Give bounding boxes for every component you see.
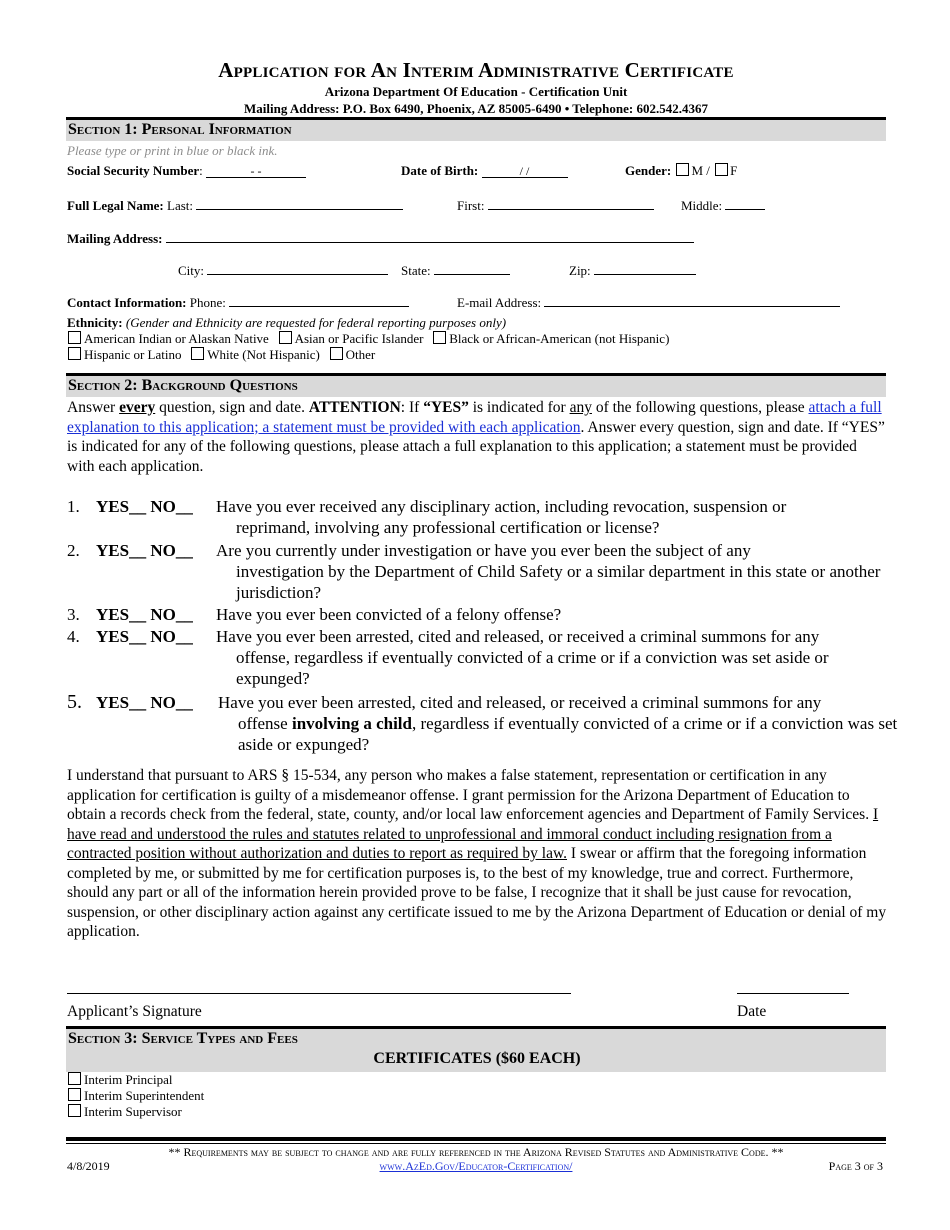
email-label: E-mail Address: <box>457 295 542 310</box>
ethnicity-label: Ethnicity: <box>67 315 123 330</box>
question-text <box>216 540 896 603</box>
state-row <box>401 261 510 279</box>
signature-label: Applicant’s Signature <box>67 1003 202 1020</box>
mailing-address-field[interactable] <box>166 229 694 243</box>
middle-name-row <box>681 196 765 214</box>
footer-date: 4/8/2019 <box>67 1159 110 1173</box>
ethnicity-checkbox-asian[interactable] <box>279 331 292 344</box>
ssn-row <box>67 163 306 179</box>
intro-attention: ATTENTION <box>308 399 401 416</box>
email-field[interactable] <box>544 293 840 307</box>
explanation-link[interactable]: attach a full explanation to this application; a statement must be provided with each application <box>67 399 882 436</box>
question-continuation: offense, regardless if eventually convicted of a crime or if a conviction was set aside or expunged? <box>236 648 829 688</box>
question-continuation <box>218 713 898 755</box>
question-number: 2. <box>67 541 80 560</box>
service-option-label: Interim Supervisor <box>84 1104 182 1119</box>
zip-field[interactable] <box>594 261 696 275</box>
ethnicity-checkbox-black[interactable] <box>433 331 446 344</box>
interim-supervisor-checkbox[interactable] <box>68 1104 81 1117</box>
department-name: Arizona Department Of Education - Certification Unit <box>324 84 628 99</box>
date-line[interactable] <box>737 993 849 994</box>
gender-f-checkbox[interactable] <box>715 163 728 176</box>
question-continuation-text: , regardless if eventually convicted of a crime or if a conviction was set aside or expunged? <box>238 714 898 754</box>
ethnicity-option-label: American Indian or Alaskan Native <box>84 331 269 346</box>
intro-text: question, sign and date. <box>155 399 309 416</box>
footer-rule-thick <box>66 1137 886 1141</box>
first-name-field[interactable] <box>488 196 654 210</box>
section3-title: Section 3: Service Types and Fees <box>68 1030 298 1047</box>
section1-header: Section 1: Personal Information <box>66 117 886 141</box>
service-option <box>68 1104 182 1120</box>
ssn-colon: : <box>199 163 203 178</box>
dob-field[interactable]: / / <box>482 164 568 178</box>
question-line: Have you ever been arrested, cited and released, or received a criminal summons for any <box>216 627 820 646</box>
intro-text: Answer <box>67 399 120 416</box>
question-text <box>216 496 896 538</box>
ethnicity-checkbox-hispanic[interactable] <box>68 347 81 360</box>
question-line: Have you ever been arrested, cited and released, or received a criminal summons for any <box>218 693 822 712</box>
last-name-field[interactable] <box>196 196 403 210</box>
gender-label: Gender: <box>625 163 672 178</box>
question-line: Have you ever received any disciplinary action, including revocation, suspension or <box>216 497 787 516</box>
certification-statement <box>67 766 887 942</box>
mailing-address-row <box>67 229 694 247</box>
statement-text: I understand that pursuant to ARS § 15-534, any person who makes a false statement, representation or certification in any application for certification is guilty of a misdemeanor offense. I grant permission for the Arizona Department of Education to obtain a records check from the federal, state, county, and/or local law enforcement agencies and Department of Family Services. <box>67 767 873 823</box>
gender-f-label: F <box>730 163 738 178</box>
ethnicity-option-label: White (Not Hispanic) <box>207 347 320 362</box>
intro-any: any <box>569 399 592 416</box>
intro-every: every <box>119 399 156 416</box>
yes-no-field[interactable]: YES__ NO__ <box>96 627 193 646</box>
ethnicity-checkbox-american-indian[interactable] <box>68 331 81 344</box>
ethnicity-option-label: Black or African-American (not Hispanic) <box>449 331 670 346</box>
question-text <box>216 626 896 689</box>
zip-label: Zip: <box>569 263 591 278</box>
section3-header <box>66 1026 886 1072</box>
yes-no-field[interactable]: YES__ NO__ <box>96 541 193 560</box>
phone-field[interactable] <box>229 293 409 307</box>
mailing-address-label: Mailing Address: <box>67 231 163 246</box>
middle-name-label: Middle: <box>681 198 723 213</box>
contact-label: Contact Information: <box>67 295 187 310</box>
ethnicity-checkbox-other[interactable] <box>330 347 343 360</box>
question-number: 5. <box>67 691 82 713</box>
question-line: Have you ever been convicted of a felony offense? <box>216 605 562 624</box>
gender-m-label: M <box>691 163 704 178</box>
ethnicity-option-label: Hispanic or Latino <box>84 347 182 362</box>
mailing-info: Mailing Address: P.O. Box 6490, Phoenix, AZ 85005-6490 • Telephone: 602.542.4367 <box>244 101 708 116</box>
state-field[interactable] <box>434 261 510 275</box>
question-number: 1. <box>67 497 80 516</box>
question-text <box>216 604 896 625</box>
ethnicity-row <box>67 315 506 331</box>
section2-header: Section 2: Background Questions <box>66 373 886 397</box>
dob-label: Date of Birth: <box>401 163 479 178</box>
ethnicity-checkbox-white[interactable] <box>191 347 204 360</box>
intro-yes: “YES” <box>423 399 469 416</box>
ssn-label: Social Security Number <box>67 163 200 178</box>
footer-rule-thin <box>66 1143 886 1144</box>
city-label: City: <box>178 263 205 278</box>
gender-slash: / <box>706 163 710 178</box>
name-row <box>67 196 403 214</box>
section2-intro <box>67 398 887 476</box>
interim-superintendent-checkbox[interactable] <box>68 1088 81 1101</box>
question-continuation-text: offense <box>238 714 292 733</box>
service-option-label: Interim Principal <box>84 1072 173 1087</box>
state-label: State: <box>401 263 431 278</box>
interim-principal-checkbox[interactable] <box>68 1072 81 1085</box>
service-option <box>68 1088 204 1104</box>
gender-m-checkbox[interactable] <box>676 163 689 176</box>
ethnicity-option-label: Asian or Pacific Islander <box>294 331 424 346</box>
question-4 <box>67 626 887 690</box>
question-5 <box>67 691 898 756</box>
question-text <box>218 692 898 755</box>
question-3 <box>67 604 887 626</box>
intro-text: : If <box>400 399 424 416</box>
question-continuation: reprimand, involving any professional certification or license? <box>236 518 660 537</box>
yes-no-field[interactable]: YES__ NO__ <box>96 605 193 624</box>
full-name-label: Full Legal Name: <box>67 198 164 213</box>
ethnicity-note: (Gender and Ethnicity are requested for federal reporting purposes only) <box>125 315 507 330</box>
question-number: 4. <box>67 627 80 646</box>
last-name-label: Last: <box>167 198 194 213</box>
middle-name-field[interactable] <box>725 196 765 210</box>
city-field[interactable] <box>207 261 388 275</box>
ethnicity-option-label: Other <box>345 347 376 362</box>
question-2 <box>67 540 887 604</box>
footer-notice: ** Requirements may be subject to change and are fully referenced in the Arizona Revised Statutes and Administrative Code. ** <box>168 1145 784 1159</box>
question-emphasis: involving a child <box>291 714 412 733</box>
footer-website-link[interactable]: www.AzEd.Gov/Educator-Certification/ <box>379 1159 573 1173</box>
document-title: Application for An Interim Administrative Certificate <box>218 58 734 82</box>
statement-underlined: I have read and understood the rules and statutes related to unprofessional and immoral conduct including resignation from a contracted position without authorization and duties to report as required by law. <box>67 806 879 862</box>
dob-row <box>401 163 568 179</box>
contact-row <box>67 293 409 311</box>
yes-no-field[interactable]: YES__ NO__ <box>96 693 193 712</box>
ssn-field[interactable]: - - <box>206 164 306 178</box>
statement-text: I swear or affirm that the foregoing information completed by me, or submitted by me for certification purposes is, to the best of my knowledge, true and correct. Furthermore, should any part or all of the information herein provided prove to be false, I recognize that it shall be just cause for revocation, suspension, or other disciplinary action against any certificate issued to me by the Arizona Department of Education or denial of my application. <box>67 845 887 940</box>
phone-label: Phone: <box>189 295 226 310</box>
intro-text: is indicated for <box>468 399 570 416</box>
question-number: 3. <box>67 605 80 624</box>
question-line: Are you currently under investigation or have you ever been the subject of any <box>216 541 751 560</box>
intro-text: of the following questions, please <box>591 399 809 416</box>
first-name-label: First: <box>457 198 485 213</box>
yes-no-field[interactable]: YES__ NO__ <box>96 497 193 516</box>
ethnicity-options-row1 <box>68 331 669 347</box>
footer-page-number: Page 3 of 3 <box>828 1159 883 1173</box>
date-label: Date <box>737 1003 767 1020</box>
certificates-fee-heading: CERTIFICATES ($60 EACH) <box>373 1050 581 1067</box>
service-option-label: Interim Superintendent <box>84 1088 205 1103</box>
signature-line[interactable] <box>67 993 571 994</box>
question-1 <box>67 496 887 540</box>
email-row <box>457 293 840 311</box>
intro-text: . Answer every question, sign and date. If “YES” is indicated for any of the following questions, please attach a full explanation to this application; a statement must be provided with each application. <box>67 418 885 475</box>
question-continuation: investigation by the Department of Child Safety or a similar department in this state or another jurisdiction? <box>236 562 881 602</box>
ethnicity-options-row2 <box>68 347 375 363</box>
first-name-row <box>457 196 654 214</box>
gender-row <box>625 163 737 179</box>
service-option <box>68 1072 172 1088</box>
ink-hint: Please type or print in blue or black ink. <box>67 143 278 158</box>
city-row <box>178 261 388 279</box>
zip-row <box>569 261 696 279</box>
